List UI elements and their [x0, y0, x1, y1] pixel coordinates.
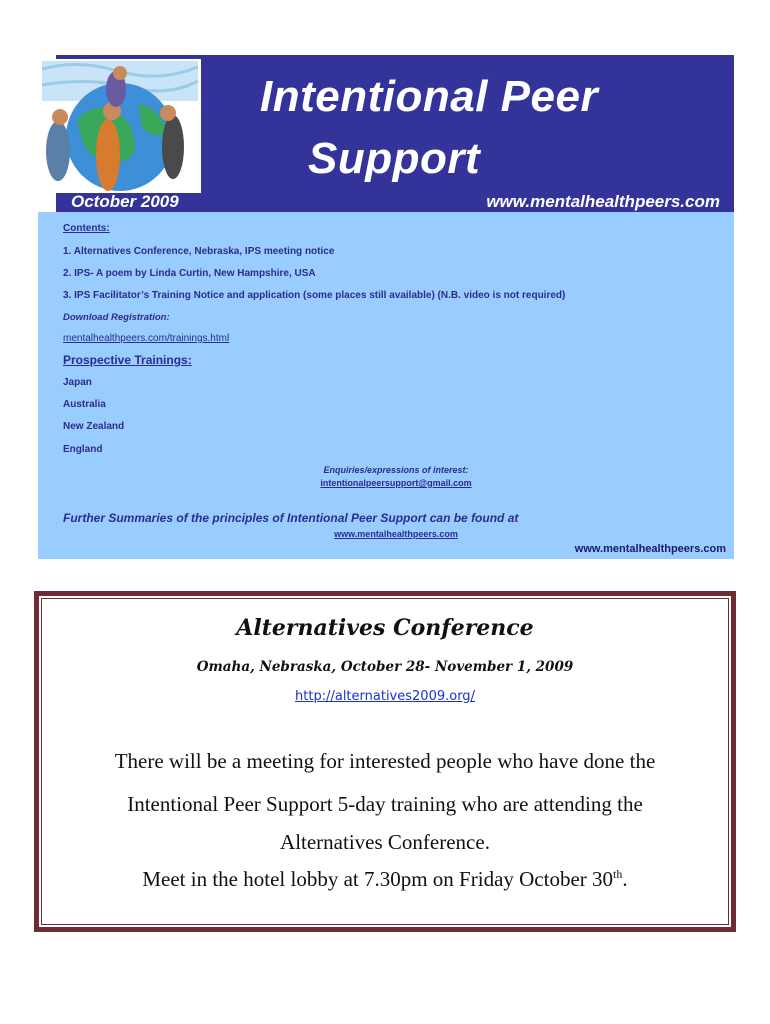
conference-website-link[interactable]: http://alternatives2009.org/ [295, 689, 475, 704]
prospective-trainings-heading: Prospective Trainings: [63, 353, 192, 367]
further-summaries-text: Further Summaries of the principles of Intentional Peer Support can be found at [63, 511, 519, 525]
meeting-date-suffix: th [613, 867, 623, 881]
contents-bottom-website: www.mentalhealthpeers.com [574, 543, 726, 555]
people-around-globe-icon [38, 59, 201, 193]
contents-panel [38, 212, 734, 559]
meeting-time-period: . [622, 867, 628, 891]
masthead [38, 55, 734, 212]
contents-item-1: 1. Alternatives Conference, Nebraska, IPS meeting notice [63, 246, 335, 257]
contents-heading: Contents: [63, 223, 110, 234]
conference-location-dates: Omaha, Nebraska, October 28- November 1, 2009 [196, 659, 574, 675]
conference-notice-box [34, 591, 736, 932]
conference-body-line1: There will be a meeting for interested people who have done the [114, 749, 656, 773]
download-registration-link[interactable]: mentalhealthpeers.com/trainings.html [63, 333, 230, 344]
enquiries-label: Enquiries/expressions of interest: [323, 465, 469, 475]
contents-item-2: 2. IPS- A poem by Linda Curtin, New Hampshire, USA [63, 268, 316, 279]
masthead-website: www.mentalhealthpeers.com [486, 192, 720, 211]
training-location-japan: Japan [63, 377, 92, 388]
conference-title: Alternatives Conference [236, 615, 534, 641]
enquiries-email-link[interactable]: intentionalpeersupport@gmail.com [320, 478, 472, 488]
newsletter-title-line2: Support [308, 134, 481, 183]
newsletter-title-line1: Intentional Peer [260, 72, 599, 121]
download-registration-label: Download Registration: [63, 312, 170, 323]
meeting-time-text: Meet in the hotel lobby at 7.30pm on Friday October 30 [142, 867, 614, 891]
conference-inner-border [41, 598, 729, 925]
conference-body-line2: Intentional Peer Support 5-day training who are attending the [127, 792, 643, 816]
training-location-england: England [63, 444, 103, 455]
conference-body-line3: Alternatives Conference. [280, 830, 490, 854]
issue-date: October 2009 [71, 192, 179, 211]
further-summaries-link[interactable]: www.mentalhealthpeers.com [334, 529, 458, 539]
contents-item-3: 3. IPS Facilitator’s Training Notice and application (some places still available) (N.B. video is not required) [63, 290, 566, 301]
training-location-australia: Australia [63, 399, 106, 410]
training-location-new-zealand: New Zealand [63, 421, 125, 432]
conference-meeting-time [42, 867, 728, 892]
